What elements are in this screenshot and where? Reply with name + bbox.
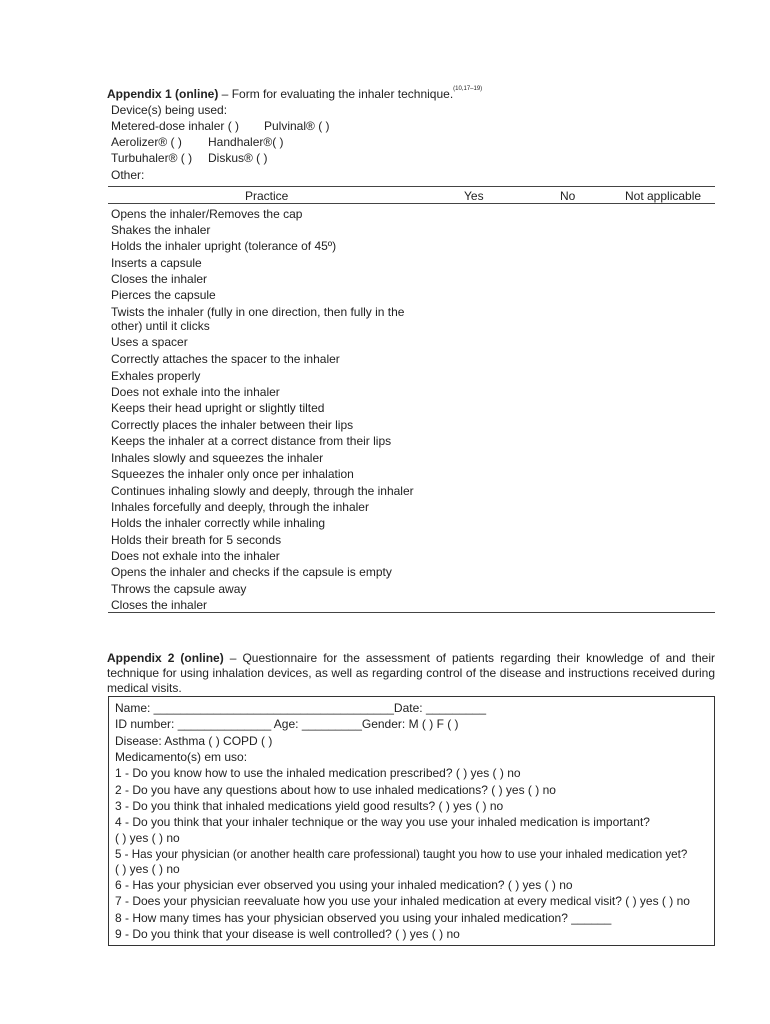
table-row: Holds the inhaler correctly while inhaling: [111, 516, 326, 530]
question-6: 6 - Has your physician ever observed you using your inhaled medication? ( ) yes ( ) no: [115, 878, 573, 892]
question-9: 9 - Do you think that your disease is well controlled? ( ) yes ( ) no: [115, 927, 460, 941]
device-other: Other:: [111, 168, 145, 182]
table-row: Inhales forcefully and deeply, through the inhaler: [111, 500, 369, 514]
appendix1-title: [107, 87, 482, 101]
table-row: Squeezes the inhaler only once per inhalation: [111, 467, 354, 481]
table-row: Does not exhale into the inhaler: [111, 385, 280, 399]
appendix2-title-text: Questionnaire for the assessment of patients regarding their knowledge of and their technique for using inhalation devices, as well as regarding control of the disease and instructions received during medical visits.: [107, 651, 715, 695]
question-4-options: ( ) yes ( ) no: [115, 831, 180, 845]
question-8: 8 - How many times has your physician observed you using your inhaled medication? ______: [115, 911, 612, 925]
question-4: 4 - Do you think that your inhaler technique or the way you use your inhaled medication is important?: [115, 815, 650, 829]
appendix2-label: Appendix 2 (online): [107, 651, 224, 665]
q-name-date: Name: ____________________________________Date: _________: [115, 701, 487, 715]
table-row: Uses a spacer: [111, 335, 188, 349]
device-pulvinal: Pulvinal® ( ): [264, 119, 330, 133]
device-turbuhaler: Turbuhaler® ( ): [111, 151, 193, 165]
table-row: Holds their breath for 5 seconds: [111, 533, 282, 547]
question-7: 7 - Does your physician reevaluate how you use your inhaled medication at every medical visit? ( ) yes ( ) no: [115, 894, 690, 908]
table-top-rule: [108, 186, 715, 187]
table-row: Twists the inhaler (fully in one direction, then fully in the other) until it clicks: [111, 305, 405, 333]
table-row: Does not exhale into the inhaler: [111, 549, 280, 563]
header-not-applicable: Not applicable: [625, 189, 702, 203]
table-row: Throws the capsule away: [111, 582, 247, 596]
question-5: 5 - Has your physician (or another health care professional) taught you how to use your inhaled medication yet?: [115, 848, 688, 861]
table-row: Inserts a capsule: [111, 256, 202, 270]
table-row: Correctly attaches the spacer to the inhaler: [111, 352, 340, 366]
table-row: Pierces the capsule: [111, 288, 216, 302]
q-id-age-gender: ID number: ______________ Age: _________Gender: M ( ) F ( ): [115, 717, 459, 731]
table-row: Keeps their head upright or slightly tilted: [111, 401, 325, 415]
table-row: Shakes the inhaler: [111, 223, 211, 237]
table-row: Continues inhaling slowly and deeply, through the inhaler: [111, 484, 414, 498]
devices-heading: Device(s) being used:: [111, 103, 228, 117]
appendix1-label: Appendix 1 (online): [107, 87, 219, 101]
table-row: Closes the inhaler: [111, 272, 208, 286]
table-bottom-rule: [108, 612, 715, 613]
device-mdi: Metered-dose inhaler ( ): [111, 119, 240, 133]
header-practice: Practice: [245, 189, 289, 203]
appendix2-dash: –: [223, 651, 243, 665]
table-row: Inhales slowly and squeezes the inhaler: [111, 451, 324, 465]
table-row: Correctly places the inhaler between their lips: [111, 418, 354, 432]
device-diskus: Diskus® ( ): [208, 151, 268, 165]
question-1: 1 - Do you know how to use the inhaled medication prescribed? ( ) yes ( ) no: [115, 766, 521, 780]
q-disease: Disease: Asthma ( ) COPD ( ): [115, 734, 273, 748]
q-medication: Medicamento(s) em uso:: [115, 750, 248, 764]
table-row: Holds the inhaler upright (tolerance of 45º): [111, 239, 337, 253]
table-row: Keeps the inhaler at a correct distance from their lips: [111, 434, 392, 448]
header-no: No: [560, 189, 576, 203]
table-row: Exhales properly: [111, 369, 201, 383]
table-row: Opens the inhaler and checks if the capsule is empty: [111, 565, 392, 579]
question-5-options: ( ) yes ( ) no: [115, 862, 180, 876]
table-row: Closes the inhaler: [111, 598, 208, 612]
appendix1-refs: (10,17–19): [453, 86, 483, 92]
table-row: Opens the inhaler/Removes the cap: [111, 207, 303, 221]
appendix1-dash: –: [218, 87, 232, 101]
appendix2-title: [107, 651, 715, 696]
question-2: 2 - Do you have any questions about how to use inhaled medications? ( ) yes ( ) no: [115, 783, 556, 797]
table-header-rule: [108, 203, 715, 204]
header-yes: Yes: [464, 189, 484, 203]
question-3: 3 - Do you think that inhaled medications yield good results? ( ) yes ( ) no: [115, 799, 504, 813]
appendix1-title-text: Form for evaluating the inhaler technique.: [231, 87, 454, 101]
device-aerolizer: Aerolizer® ( ): [111, 135, 182, 149]
device-handhaler: Handhaler®( ): [208, 135, 284, 149]
